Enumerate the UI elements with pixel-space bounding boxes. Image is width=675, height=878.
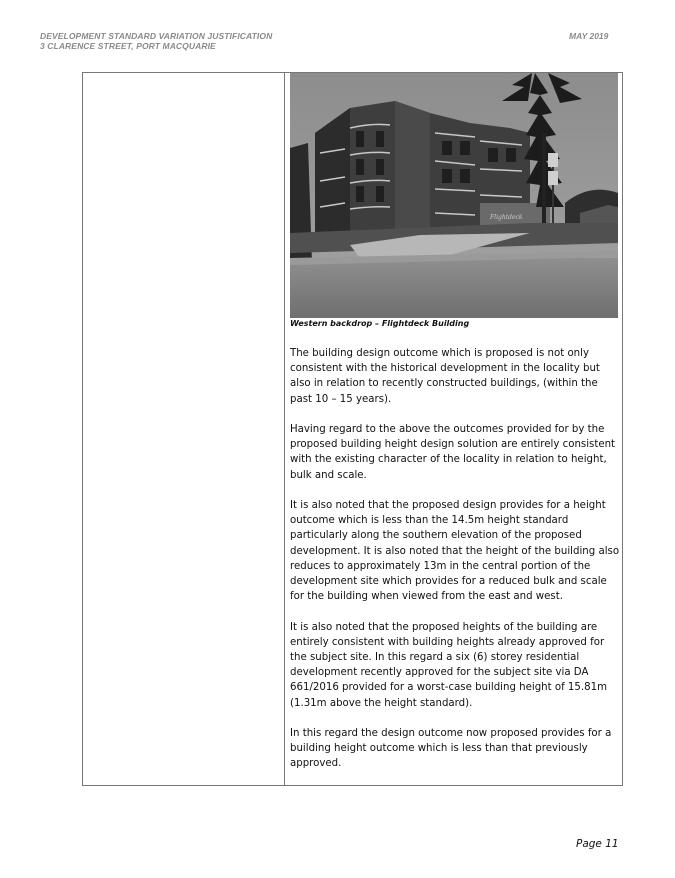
paragraph-4: It is also noted that the proposed heights of the building are entirely consistent with building heights already approved for the subject site. In this regard a six (6) storey residential development recently approved for the subject site via DA 661/2016 provided for a worst-case building height of 15.81m (1.31m above the height standard). — [290, 621, 608, 709]
header-title-line1: DEVELOPMENT STANDARD VARIATION JUSTIFICATION — [40, 31, 273, 41]
building-photo — [290, 73, 618, 318]
paragraph-3: It is also noted that the proposed design provides for a height outcome which is less than the 14.5m height standard particularly along the southern elevation of the proposed development. It is also noted that the height of the building also reduces to approximately 13m in the central portion of the development site which provides for a reduced bulk and scale for the building when viewed from the east and west. — [290, 500, 620, 603]
figure-caption: Western backdrop – Flightdeck Building — [290, 319, 470, 328]
building-sign-text: Flightdeck — [490, 214, 523, 221]
header-title-line2: 3 CLARENCE STREET, PORT MACQUARIE — [40, 41, 216, 51]
header-title — [40, 31, 272, 51]
page-number: Page 11 — [576, 838, 619, 850]
column-divider — [284, 73, 285, 785]
flightdeck-building-image — [290, 73, 618, 318]
paragraph-5: In this regard the design outcome now proposed provides for a building height outcome which is less than that previously approved. — [290, 728, 612, 770]
paragraph-1: The building design outcome which is proposed is not only consistent with the historical development in the locality but also in relation to recently constructed buildings, (within the past 10 – 15 years). — [290, 348, 600, 405]
header-date: MAY 2019 — [569, 31, 609, 41]
body-text — [290, 346, 620, 787]
paragraph-2: Having regard to the above the outcomes provided for by the proposed building height design solution are entirely consistent with the existing character of the locality in relation to height, bulk and scale. — [290, 424, 616, 481]
content-table — [82, 72, 623, 786]
